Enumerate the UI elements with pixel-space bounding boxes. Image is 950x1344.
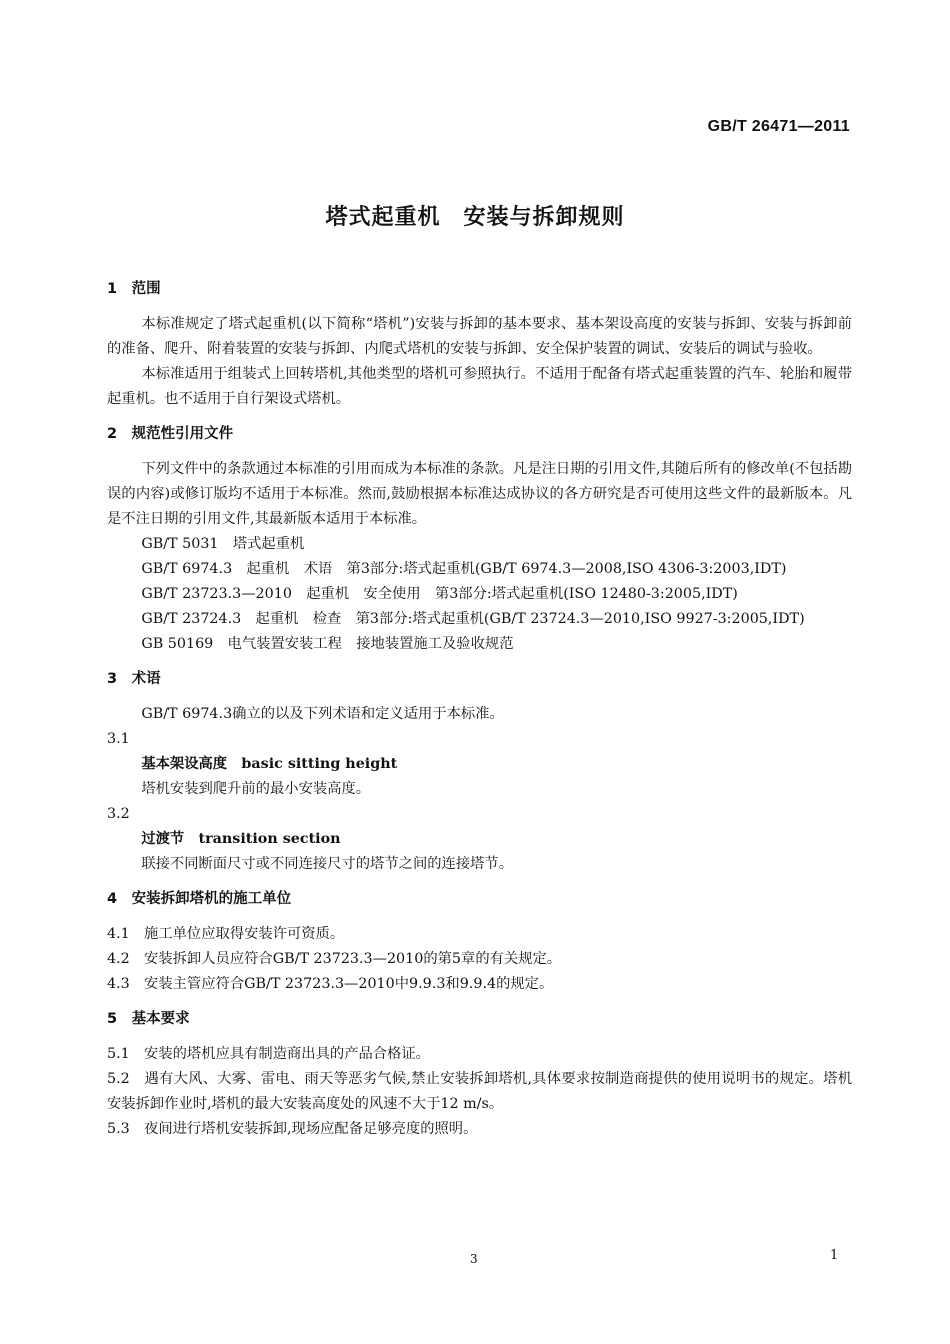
section-1-heading: 1 范围 — [107, 281, 161, 297]
section-2-paragraph: 下列文件中的条款通过本标准的引用而成为本标准的条款。凡是注日期的引用文件,其随后所有的修改单(不包括勘误的内容)或修订版均不适用于本标准。然而,鼓励根据本标准达成协议的各方研究是否可使用这些文件的最新版本。凡是不注日期的引用文件,其最新版本适用于本标准。 — [107, 461, 852, 527]
document-title: 塔式起重机 安装与拆卸规则 — [325, 205, 625, 230]
term-definition: 塔机安装到爬升前的最小安装高度。 — [141, 781, 371, 797]
document-body — [107, 277, 852, 1142]
section-5-heading: 5 基本要求 — [107, 1011, 190, 1027]
section-3-heading: 3 术语 — [107, 671, 161, 687]
clause: 4.3 安装主管应符合GB/T 23723.3—2010中9.9.3和9.9.4的规定。 — [107, 976, 554, 992]
clause: 4.1 施工单位应取得安装许可资质。 — [107, 926, 345, 942]
term-name: 过渡节 transition section — [141, 831, 341, 847]
clause: 5.1 安装的塔机应具有制造商出具的产品合格证。 — [107, 1046, 430, 1062]
section-4-heading: 4 安装拆卸塔机的施工单位 — [107, 891, 292, 907]
reference-item: GB/T 23723.3—2010 起重机 安全使用 第3部分:塔式起重机(ISO 12480-3:2005,IDT) — [141, 586, 738, 602]
term-number: 3.2 — [107, 806, 130, 822]
reference-item: GB 50169 电气装置安装工程 接地装置施工及验收规范 — [141, 636, 514, 652]
clause: 4.2 安装拆卸人员应符合GB/T 23723.3—2010的第5章的有关规定。 — [107, 951, 562, 967]
clause: 5.2 遇有大风、大雾、雷电、雨天等恶劣气候,禁止安装拆卸塔机,具体要求按制造商提供的使用说明书的规定。塔机安装拆卸作业时,塔机的最大安装高度处的风速不大于12 m/s。 — [107, 1071, 852, 1112]
clause: 5.3 夜间进行塔机安装拆卸,现场应配备足够亮度的照明。 — [107, 1121, 478, 1137]
page-number-right: 1 — [830, 1248, 839, 1263]
term-name: 基本架设高度 basic sitting height — [141, 756, 398, 772]
term-definition: 联接不同断面尺寸或不同连接尺寸的塔节之间的连接塔节。 — [141, 856, 514, 872]
reference-item: GB/T 6974.3 起重机 术语 第3部分:塔式起重机(GB/T 6974.3—2008,ISO 4306-3:2003,IDT) — [141, 561, 787, 577]
standard-number: GB/T 26471—2011 — [707, 118, 850, 135]
reference-item: GB/T 23724.3 起重机 检查 第3部分:塔式起重机(GB/T 23724.3—2010,ISO 9927-3:2005,IDT) — [141, 611, 805, 627]
section-1-paragraph-2: 本标准适用于组装式上回转塔机,其他类型的塔机可参照执行。不适用于配备有塔式起重装置的汽车、轮胎和履带起重机。也不适用于自行架设式塔机。 — [107, 366, 852, 407]
term-number: 3.1 — [107, 731, 130, 747]
section-1-paragraph-1: 本标准规定了塔式起重机(以下简称“塔机”)安装与拆卸的基本要求、基本架设高度的安装与拆卸、安装与拆卸前的准备、爬升、附着装置的安装与拆卸、内爬式塔机的安装与拆卸、安全保护装置的调试、安装后的调试与验收。 — [107, 316, 852, 357]
reference-item: GB/T 5031 塔式起重机 — [141, 536, 305, 552]
page-number-center: 3 — [470, 1252, 478, 1266]
section-3-intro: GB/T 6974.3确立的以及下列术语和定义适用于本标准。 — [141, 706, 504, 722]
section-2-heading: 2 规范性引用文件 — [107, 426, 234, 442]
